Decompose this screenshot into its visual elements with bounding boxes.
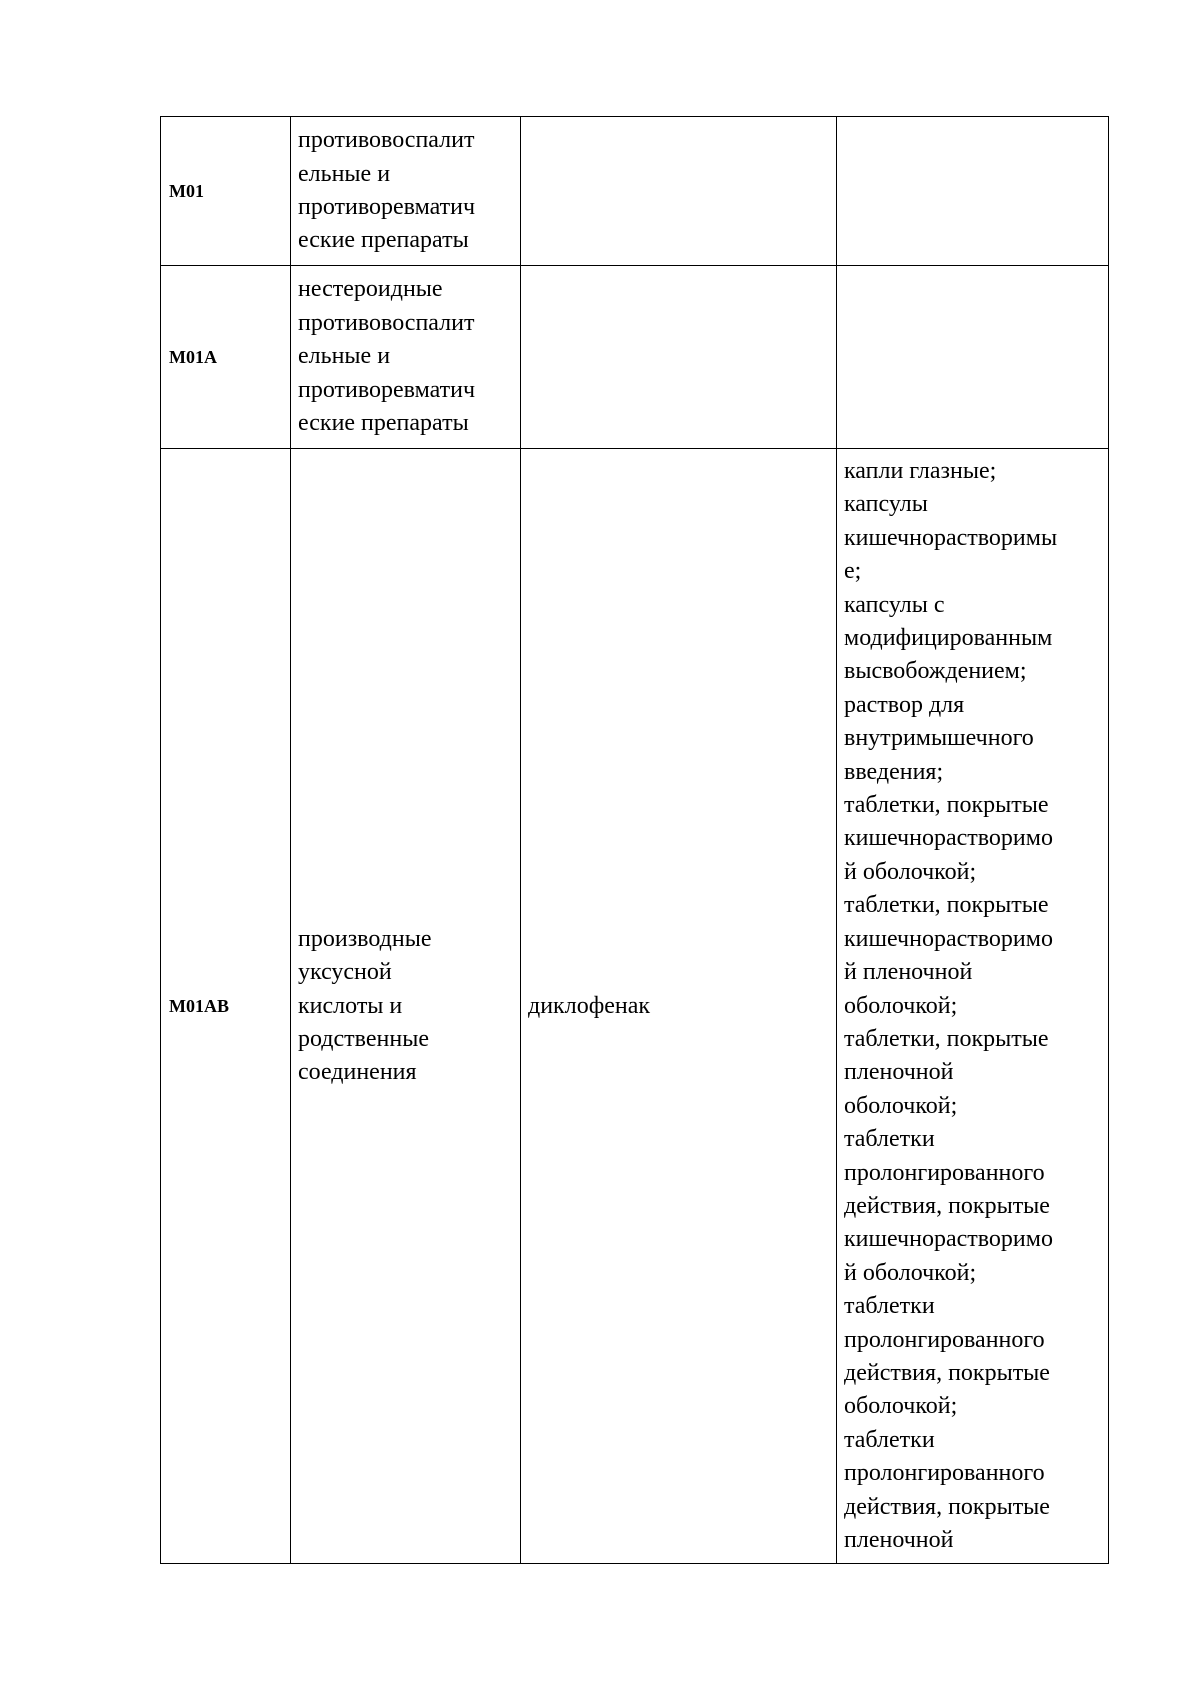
table-row	[161, 117, 1109, 266]
atc-code-cell: M01	[161, 117, 291, 266]
atc-code-cell: M01A	[161, 266, 291, 449]
anatomical-group-cell: производные уксусной кислоты и родственные соединения	[291, 449, 521, 1564]
table-row	[161, 266, 1109, 449]
inn-cell: диклофенак	[521, 449, 837, 1564]
dosage-forms-cell	[837, 266, 1109, 449]
atc-code-cell: M01AB	[161, 449, 291, 1564]
anatomical-group-cell: нестероидные противовоспалит ельные и противоревматич еские препараты	[291, 266, 521, 449]
anatomical-group-cell: противовоспалит ельные и противоревматич еские препараты	[291, 117, 521, 266]
table-row	[161, 449, 1109, 1564]
inn-cell	[521, 266, 837, 449]
dosage-forms-cell: капли глазные; капсулы кишечнорастворимы е; капсулы с модифицированным высвобождением; раствор для внутримышечного введения; таблетки, покрытые кишечнорастворимо й оболочкой; таблетки, покрытые кишечнорастворимо й пленочной оболочкой; таблетки, покрытые пленочной оболочкой; таблетки пролонгированного действия, покрытые кишечнорастворимо й оболочкой; таблетки пролонгированного действия, покрытые оболочкой; таблетки пролонгированного действия, покрытые пленочной	[837, 449, 1109, 1564]
inn-cell	[521, 117, 837, 266]
dosage-forms-cell	[837, 117, 1109, 266]
drug-table	[160, 116, 1109, 1564]
